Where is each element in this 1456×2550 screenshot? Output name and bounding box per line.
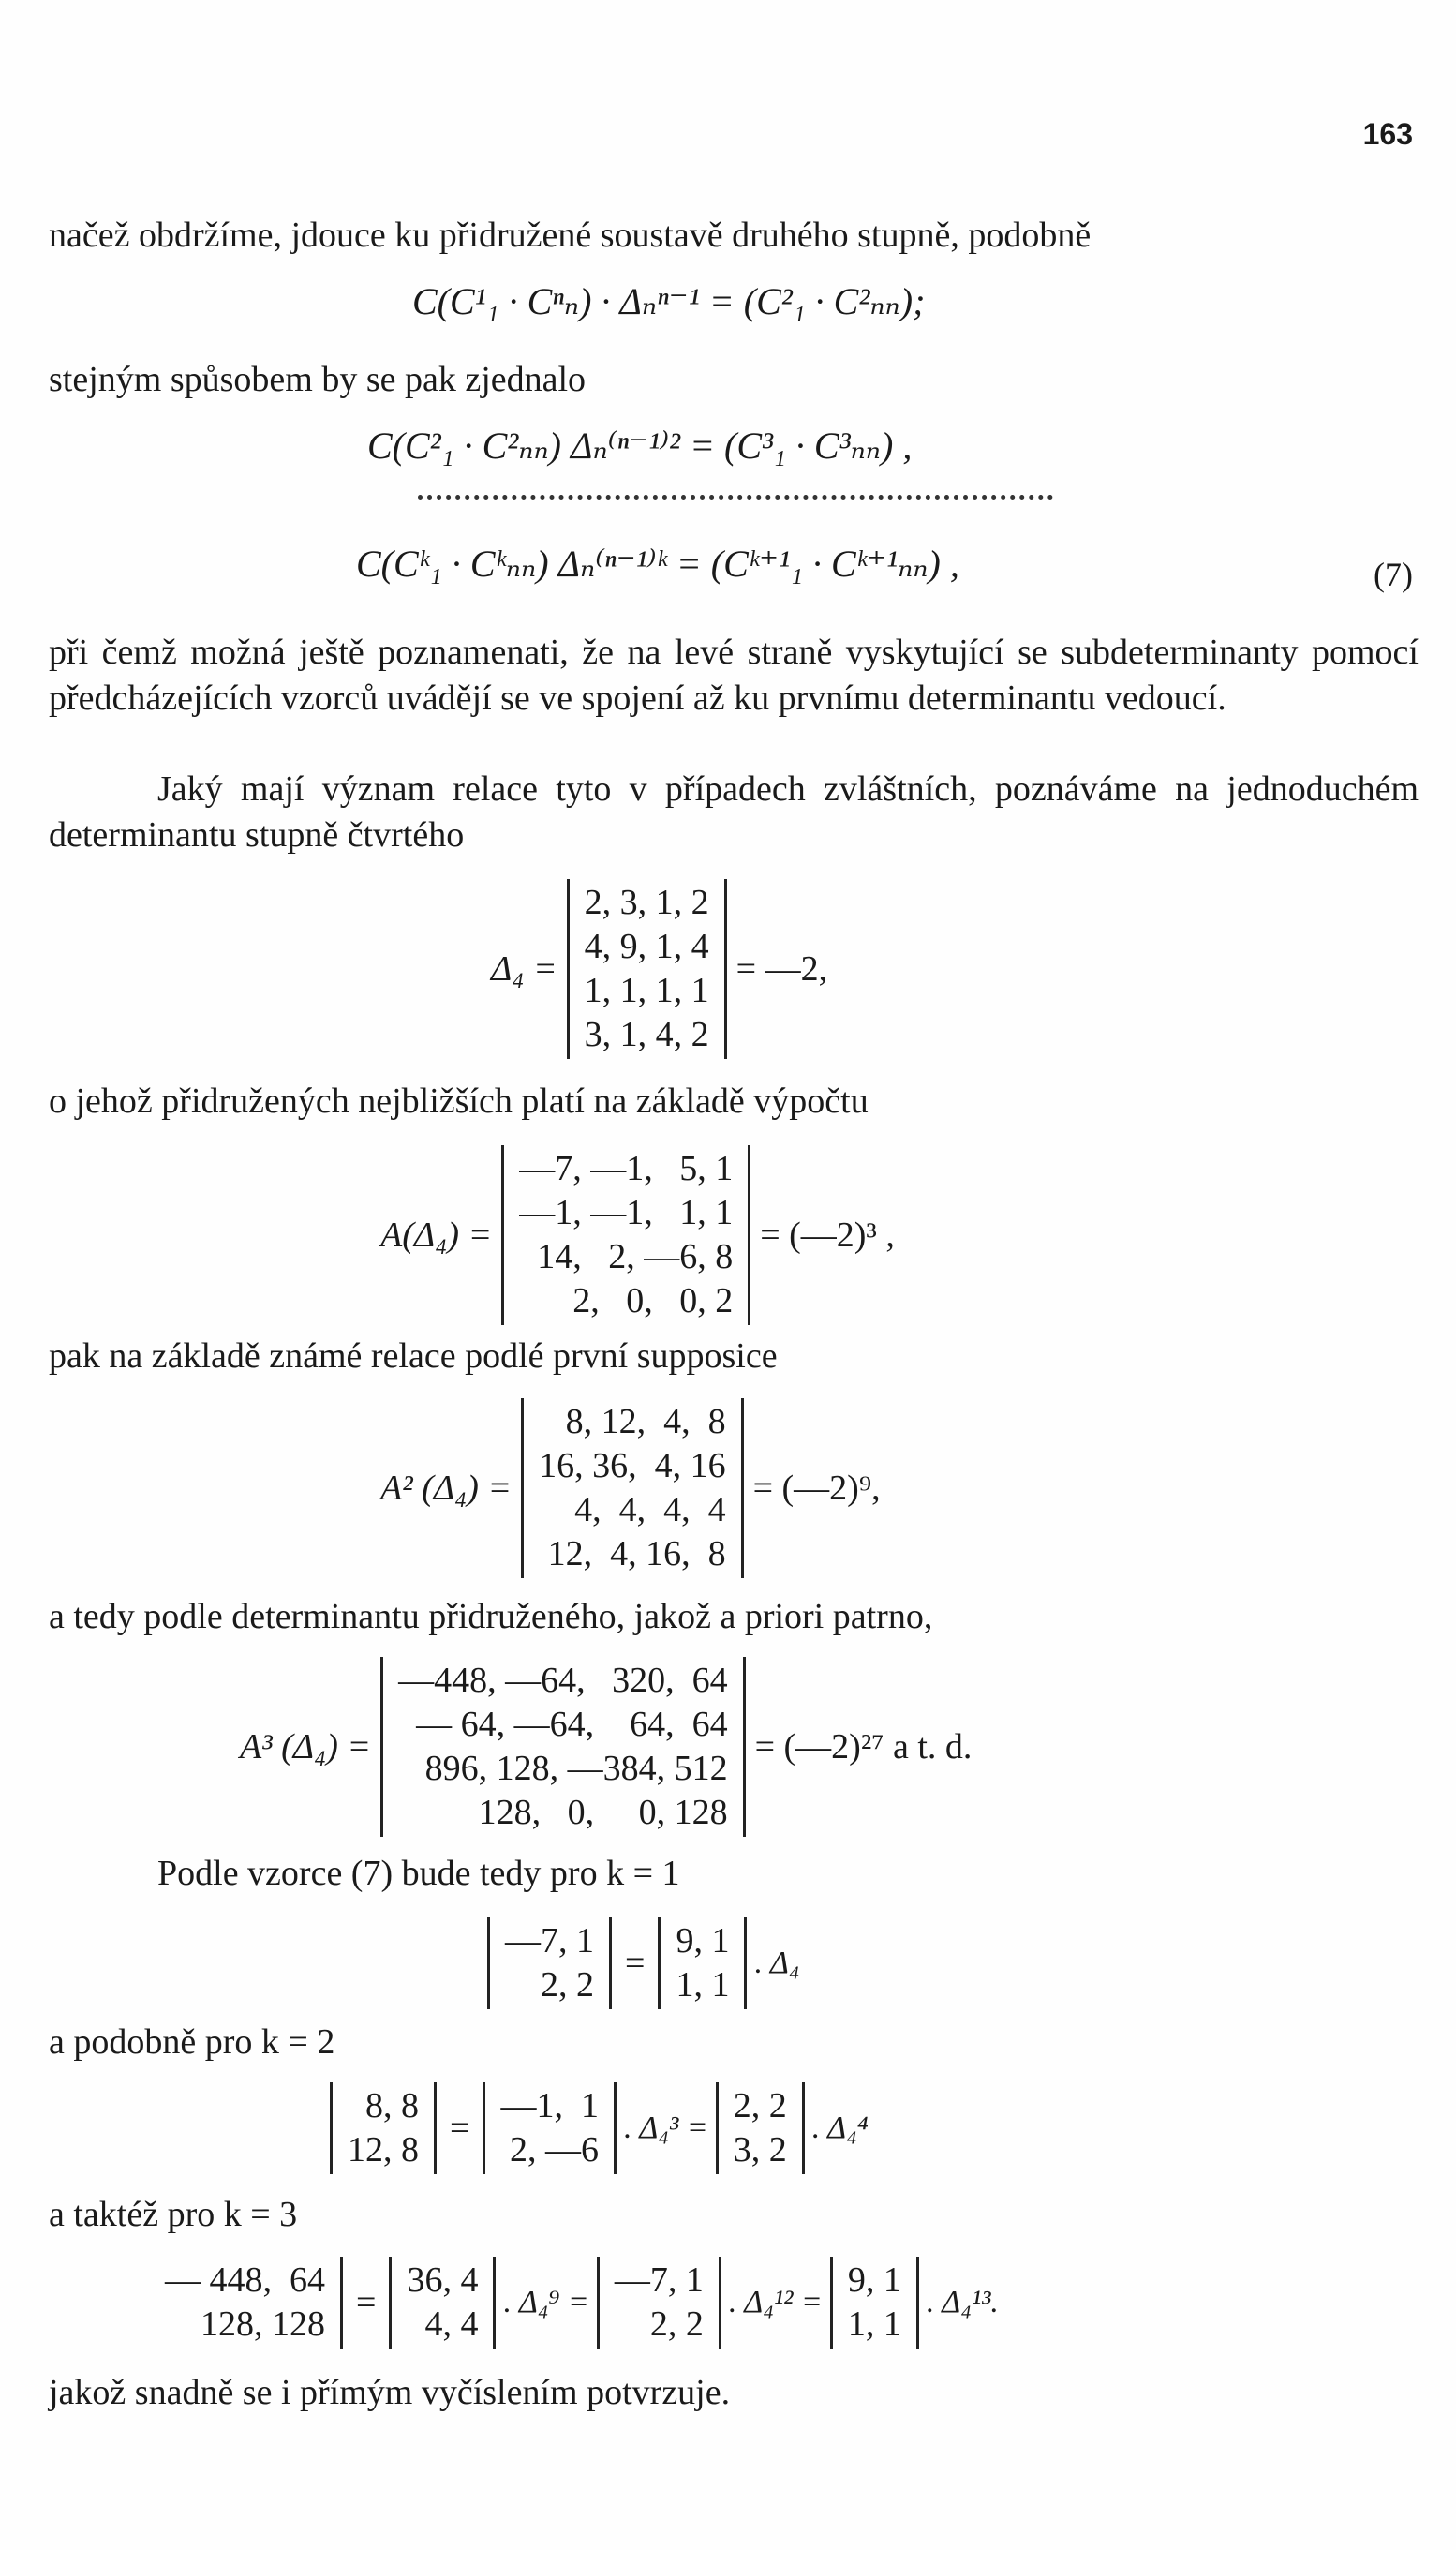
matrix-row: 3, 2 xyxy=(733,2130,787,2170)
matrix-row: —7, 1 xyxy=(505,1921,594,1961)
det2-matrix xyxy=(501,1145,750,1325)
matrix-row: 14, 2, —6, 8 xyxy=(537,1237,734,1277)
closing-line: jakož snadně se i přímým vyčíslením potvrzuje. xyxy=(49,2373,731,2412)
matrix-row: 1, 1 xyxy=(847,2304,901,2345)
relation-k1: —7, 1 2, 2 = 9, 1 1, 1 . Δ₄ xyxy=(487,1917,808,2009)
det2-lhs: A(Δ₄) = xyxy=(380,1215,493,1256)
text-k3: a taktéž pro k = 3 xyxy=(49,2195,298,2234)
det3-lhs: A² (Δ₄) = xyxy=(380,1469,513,1509)
det2-rhs: = (—2)³ , xyxy=(760,1215,895,1256)
matrix-row: 9, 1 xyxy=(847,2260,901,2300)
paragraph-2: Jaký mají význam relace tyto v případech zvláštních, poznáváme na jednoduchém determinantu stupně čtvrtého xyxy=(49,769,1419,855)
equation-1: C(C¹₁ · Cⁿₙ) · Δₙⁿ⁻¹ = (C²₁ · C²ₙₙ); xyxy=(412,280,926,322)
matrix-row: — 448, 64 xyxy=(165,2260,325,2300)
text-adjoint: o jehož přidružených nejbližších platí na základě výpočtu xyxy=(49,1081,869,1121)
rel-k2-matrix-1 xyxy=(330,2082,437,2174)
matrix-row: 2, 3, 1, 2 xyxy=(584,883,709,922)
matrix-row: 2, —6 xyxy=(500,2130,599,2170)
det3-rhs: = (—2)⁹, xyxy=(752,1469,881,1509)
text-priori: a tedy podle determinantu přidruženého, jakož a priori patrno, xyxy=(49,1597,933,1636)
matrix-row: 2, 2 xyxy=(733,2086,787,2125)
matrix-row: —7, 1 xyxy=(614,2260,704,2300)
determinant-2 xyxy=(371,1145,904,1325)
det4-rhs: = (—2)²⁷ a t. d. xyxy=(754,1727,973,1767)
rel-k3-mid-1: . Δ₄⁹ = xyxy=(503,2285,589,2320)
det4-matrix xyxy=(380,1657,746,1837)
matrix-row: 16, 36, 4, 16 xyxy=(539,1446,726,1486)
equation-3: C(Cᵏ₁ · Cᵏₙₙ) Δₙ⁽ⁿ⁻¹⁾ᵏ = (Cᵏ⁺¹₁ · Cᵏ⁺¹ₙₙ) , xyxy=(356,543,959,585)
text-line-1: načež obdržíme, jdouce ku přidružené soustavě druhého stupně, podobně xyxy=(49,216,1092,255)
determinant-4 xyxy=(230,1657,981,1837)
matrix-row: 1, 1, 1, 1 xyxy=(584,971,709,1011)
matrix-row: 2, 2 xyxy=(531,1965,594,2006)
matrix-row: 8, 8 xyxy=(356,2086,419,2125)
ellipsis-dots xyxy=(418,495,1053,500)
matrix-row: 9, 1 xyxy=(676,1921,730,1961)
matrix-row: 12, 8 xyxy=(348,2130,419,2170)
text-line-2: stejným spůsobem by se pak zjednalo xyxy=(49,360,587,399)
rel-k1-matrix-1 xyxy=(487,1917,612,2009)
matrix-row: — 64, —64, 64, 64 xyxy=(416,1705,728,1745)
matrix-row: 128, 0, 0, 128 xyxy=(469,1793,728,1833)
det1-rhs: = —2, xyxy=(735,949,828,990)
matrix-row: —1, 1 xyxy=(500,2086,599,2125)
relation-k2: 8, 8 12, 8 = —1, 1 2, —6 . Δ₄³ = 2, 2 3, 2 . Δ₄⁴ xyxy=(330,2082,876,2174)
text-k2: a podobně pro k = 2 xyxy=(49,2022,335,2062)
matrix-row: 8, 12, 4, 8 xyxy=(557,1402,726,1441)
matrix-row: 4, 9, 1, 4 xyxy=(584,927,709,967)
rel-k3-matrix-4 xyxy=(830,2257,919,2349)
matrix-row: 3, 1, 4, 2 xyxy=(584,1015,709,1055)
det1-lhs: Δ₄ = xyxy=(491,949,557,990)
det4-lhs: A³ (Δ₄) = xyxy=(240,1727,372,1767)
page-number: 163 xyxy=(1362,117,1413,151)
rel-k3-matrix-3 xyxy=(597,2257,721,2349)
equation-2: C(C²₁ · C²ₙₙ) Δₙ⁽ⁿ⁻¹⁾² = (C³₁ · C³ₙₙ) , xyxy=(367,425,913,467)
det3-matrix xyxy=(521,1398,744,1578)
matrix-row: —7, —1, 5, 1 xyxy=(519,1149,734,1188)
text-relation: pak na základě známé relace podlé první supposice xyxy=(49,1336,778,1376)
determinant-1 xyxy=(482,879,837,1059)
rel-k2-mid: . Δ₄³ = xyxy=(623,2110,708,2146)
rel-k1-tail: . Δ₄ xyxy=(754,1946,800,1981)
matrix-row: —448, —64, 320, 64 xyxy=(398,1661,728,1700)
matrix-row: 2, 2 xyxy=(641,2304,704,2345)
matrix-row: 4, 4, 4, 4 xyxy=(565,1490,726,1530)
paragraph-1: při čemž možná ještě poznamenati, že na levé straně vyskytující se subdeterminanty pomocí předcházejících vzorců uvádějí se ve spojení až ku prvnímu determinantu vedoucí. xyxy=(49,633,1419,718)
matrix-row: 4, 4 xyxy=(415,2304,479,2345)
rel-k2-matrix-2 xyxy=(483,2082,617,2174)
matrix-row: 36, 4 xyxy=(407,2260,479,2300)
rel-k1-matrix-2 xyxy=(658,1917,747,2009)
rel-k3-tail: . Δ₄¹³. xyxy=(926,2285,999,2320)
rel-k3-matrix-2 xyxy=(389,2257,496,2349)
matrix-row: 896, 128, —384, 512 xyxy=(416,1749,728,1789)
matrix-row: 128, 128 xyxy=(183,2304,325,2345)
matrix-row: 2, 0, 0, 2 xyxy=(563,1281,734,1321)
rel-k2-matrix-3 xyxy=(716,2082,805,2174)
rel-k3-mid-2: . Δ₄¹² = xyxy=(728,2285,823,2320)
rel-k2-tail: . Δ₄⁴ xyxy=(811,2110,869,2146)
equation-number: (7) xyxy=(1374,556,1413,593)
det1-matrix xyxy=(567,879,727,1059)
determinant-3 xyxy=(371,1398,890,1578)
matrix-row: —1, —1, 1, 1 xyxy=(519,1193,734,1233)
rel-k3-matrix-1 xyxy=(150,2257,343,2349)
relation-k3: — 448, 64 128, 128 = 36, 4 4, 4 . Δ₄⁹ = —7, 1 2, 2 . Δ₄¹² = 9, 1 1, 1 . Δ₄¹³. xyxy=(150,2257,1006,2349)
matrix-row: 12, 4, 16, 8 xyxy=(547,1534,726,1574)
matrix-row: 1, 1 xyxy=(676,1965,730,2006)
text-k1: Podle vzorce (7) bude tedy pro k = 1 xyxy=(157,1854,680,1893)
